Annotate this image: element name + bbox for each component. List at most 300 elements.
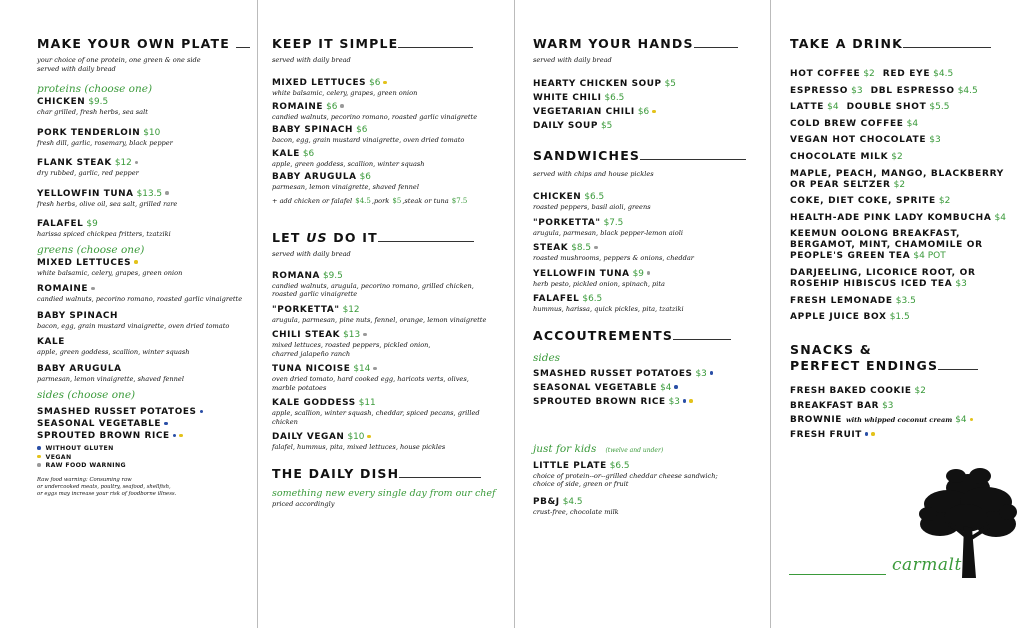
menu-item [37, 310, 247, 331]
menu-item-name-row [272, 101, 504, 113]
menu-item [533, 120, 760, 132]
drink-name: COKE, DIET COKE, SPRITE [790, 196, 936, 207]
menu-item-name-row [272, 304, 504, 316]
menu-item-name-row [533, 217, 760, 229]
drink-name: RED EYE [882, 69, 931, 79]
menu-item [272, 431, 504, 452]
brand-rule [789, 574, 886, 575]
menu-item-name: FALAFEL [533, 294, 580, 304]
menu-item-price: $6.5 [609, 460, 630, 471]
menu-item-name: WHITE CHILI [533, 93, 602, 103]
menu-item-price: $6.5 [604, 93, 625, 103]
kids-note: (twelve and under) [605, 446, 664, 454]
menu-item-name: STEAK [533, 243, 569, 253]
drink-row [790, 296, 1014, 307]
drink-row [790, 213, 1014, 224]
drink-price: $3 [929, 135, 941, 146]
menu-item-name: ROMAINE [37, 284, 89, 294]
menu-item [533, 92, 760, 104]
menu-item-price: $13 [343, 330, 361, 340]
drink-price: $2 [891, 151, 903, 162]
drink-price: $4 [906, 118, 919, 129]
drink-row [790, 69, 1014, 80]
menu-item-price: $10 [347, 432, 365, 442]
menu-item-price: $9 [86, 219, 98, 229]
menu-item-name-row [37, 257, 247, 269]
kids-list [533, 460, 760, 517]
snack-name: BREAKFAST BAR [790, 400, 880, 411]
menu-item [533, 460, 760, 489]
section-intro: your choice of one protein, one green & one side served with daily bread [37, 56, 201, 73]
blue-diet-dot [37, 446, 41, 450]
menu-item-name: SMASHED RUSSET POTATOES [37, 407, 197, 417]
drink-price: $4 POT [913, 251, 946, 262]
menu-item-name-row [37, 418, 247, 430]
plates-list [272, 270, 504, 452]
blue-diet-dot [683, 399, 687, 403]
menu-item-price: $13.5 [136, 188, 163, 199]
menu-item [533, 191, 760, 212]
menu-item-price: $9.5 [88, 97, 109, 107]
menu-item-description: candied walnuts, arugula, pecorino romano, grilled chicken, roasted garlic vinaigrette [272, 281, 474, 298]
menu-item-name: PB&J [533, 496, 560, 507]
greens-label: greens (choose one) [37, 243, 145, 256]
gray-diet-dot [91, 287, 95, 291]
menu-item-description: apple, green goddess, scallion, winter squash [37, 348, 190, 356]
menu-item-price: $6 [356, 125, 368, 135]
menu-item-name: "PORKETTA" [533, 217, 601, 228]
menu-item-name-row [533, 496, 760, 508]
menu-item-description: white balsamic, celery, grapes, green onion [272, 89, 418, 97]
menu-item-name: DAILY SOUP [533, 121, 598, 131]
menu-item [272, 329, 504, 358]
menu-item-description: falafel, hummus, pita, mixed lettuces, house pickles [272, 443, 446, 451]
section-intro: served with chips and house pickles [533, 170, 654, 178]
drink-row [790, 268, 1014, 290]
menu-item-name: KALE GODDESS [272, 398, 356, 408]
menu-item-price: $6 [637, 107, 650, 117]
blue-diet-dot [173, 434, 177, 438]
greens-list [37, 257, 247, 384]
menu-item-name: SMASHED RUSSET POTATOES [533, 368, 693, 379]
snack-name: FRESH BAKED COOKIE [790, 386, 912, 397]
menu-item-price: $5 [600, 121, 613, 131]
menu-item-name-row [533, 191, 760, 203]
menu-item [533, 382, 760, 394]
menu-item [533, 368, 760, 380]
legend-item [37, 445, 247, 454]
menu-item [533, 268, 760, 289]
menu-item [272, 363, 504, 392]
menu-item-name-row [37, 218, 247, 230]
menu-item [37, 406, 247, 418]
accoutrements-sides-label: sides [533, 351, 561, 364]
menu-item [272, 148, 504, 169]
menu-item-description: crust-free, chocolate milk [533, 507, 619, 516]
drink-row [790, 102, 1014, 113]
section-heading: SNACKS & [790, 342, 872, 358]
menu-item-name: BABY ARUGULA [272, 172, 357, 182]
menu-item [272, 101, 504, 122]
menu-item-description: roasted peppers, basil aioli, greens [533, 203, 651, 211]
menu-item [37, 127, 247, 148]
menu-item-name: ROMAINE [272, 101, 324, 112]
menu-item-price: $3 [695, 368, 707, 379]
menu-item-price: $12 [342, 304, 360, 315]
drink-name: APPLE JUICE BOX [790, 312, 887, 323]
yellow-diet-dot [689, 399, 693, 403]
menu-item-name: CHILI STEAK [272, 330, 341, 340]
drink-price: $4.5 [957, 85, 978, 96]
menu-item-price: $11 [358, 398, 376, 408]
menu-item-description: candied walnuts, pecorino romano, roasted garlic vinaigrette [272, 112, 478, 121]
menu-item [37, 336, 247, 357]
section-heading: LET US DO IT [272, 230, 504, 246]
menu-item-name-row [533, 268, 760, 280]
drink-row [790, 196, 1014, 207]
dietary-legend [37, 445, 247, 471]
drink-price: $5.5 [929, 102, 950, 113]
menu-item-price: $12 [114, 158, 132, 168]
menu-item-name: DAILY VEGAN [272, 432, 345, 442]
menu-item [37, 430, 247, 442]
drink-name: COLD BREW COFFEE [790, 118, 904, 129]
kids-label: just for kids [533, 442, 597, 455]
proteins-label: proteins (choose one) [37, 83, 153, 95]
menu-item-name-row [37, 336, 247, 348]
menu-item-name: KALE [272, 148, 300, 159]
section-intro: served with daily bread [272, 56, 351, 64]
menu-item-description: white balsamic, celery, grapes, green onion [37, 268, 183, 277]
menu-item-name: YELLOWFIN TUNA [37, 188, 134, 199]
menu-item-name: SPROUTED BROWN RICE [533, 396, 666, 407]
menu-item-description: arugula, parmesan, black pepper-lemon aioli [533, 228, 683, 237]
menu-item-price: $6.5 [582, 294, 603, 304]
menu-item-price: $4.5 [562, 496, 583, 507]
menu-item-price: $6 [302, 148, 315, 159]
accoutrements-sides-list [533, 368, 760, 408]
drink-price: $3 [955, 278, 967, 289]
menu-item-name-row [272, 397, 504, 409]
section-heading: ACCOUTREMENTS [533, 328, 760, 344]
sandwiches-list [533, 191, 760, 314]
drink-name: VEGAN HOT CHOCOLATE [790, 135, 927, 146]
menu-item-name-row [37, 157, 247, 169]
gray-diet-dot [373, 367, 377, 371]
menu-item-price: $6 [326, 101, 338, 112]
drink-name: HEALTH-ADE PINK LADY KOMBUCHA [790, 212, 992, 223]
blue-diet-dot [710, 371, 714, 375]
menu-item-name-row [37, 406, 247, 418]
menu-item-price: $3 [668, 396, 680, 407]
column-keep-it-simple [257, 0, 514, 628]
section-intro: served with daily bread [533, 56, 612, 64]
menu-item-price: $9.5 [322, 270, 343, 281]
menu-item-name-row [533, 396, 760, 408]
drink-name: CHOCOLATE MILK [790, 151, 889, 162]
menu-item-description: herb pesto, pickled onion, spinach, pita [533, 279, 665, 288]
snack-item [790, 414, 1014, 426]
menu-item [272, 304, 504, 325]
brand-signature [789, 555, 969, 577]
menu-item [533, 217, 760, 238]
section-heading: KEEP IT SIMPLE [272, 36, 504, 52]
gray-diet-dot [340, 104, 344, 108]
drink-name: LATTE [790, 102, 825, 113]
soups-list [533, 78, 760, 132]
blue-diet-dot [200, 410, 204, 414]
sides-list [37, 406, 247, 442]
column-make-your-own-plate [0, 0, 257, 628]
drink-name: DBL ESPRESSO [870, 85, 955, 96]
gray-diet-dot [363, 333, 367, 337]
menu-item-description: fresh herbs, olive oil, sea salt, grilled rare [37, 199, 178, 208]
drink-name: DARJEELING, LICORICE ROOT, OR ROSEHIP HIBISCUS ICED TEA [790, 267, 976, 289]
section-heading: WARM YOUR HANDS [533, 36, 760, 52]
yellow-diet-dot [37, 455, 41, 459]
raw-food-warning: Raw food warning: Consuming raw or undercooked meats, poultry, seafood, shellfish, or eggs may increase your risk of foodborne illness. [37, 476, 177, 497]
menu-item-name: BABY SPINACH [37, 310, 119, 321]
menu-item-description: bacon, egg, grain mustard vinaigrette, oven dried tomato [37, 321, 230, 330]
yellow-diet-dot [179, 434, 183, 438]
sides-label: sides (choose one) [37, 389, 136, 401]
section-intro: served with daily bread [272, 249, 351, 258]
menu-item-name: BABY ARUGULA [37, 363, 122, 374]
drink-price: $3.5 [895, 295, 916, 306]
menu-item [272, 270, 504, 299]
menu-item-description: choice of protein--or--grilled cheddar cheese sandwich; choice of side, green or fruit [533, 471, 718, 488]
menu-item-price: $6.5 [584, 192, 605, 202]
proteins-list [37, 96, 247, 239]
menu-item [533, 396, 760, 408]
menu-item [37, 157, 247, 178]
drink-price: $4 [994, 212, 1006, 223]
gray-diet-dot [165, 191, 169, 195]
drinks-list [790, 69, 1014, 323]
menu-item-name-row [37, 96, 247, 108]
menu-item [37, 283, 247, 304]
menu-item-name: PORK TENDERLOIN [37, 127, 141, 138]
menu-item-description: fresh dill, garlic, rosemary, black pepper [37, 138, 173, 147]
yellow-diet-dot [367, 435, 371, 439]
gray-diet-dot [135, 161, 139, 165]
menu-item-name-row [533, 92, 760, 104]
menu-item-price: $4 [660, 382, 672, 393]
menu-item-description: candied walnuts, pecorino romano, roasted garlic vinaigrette [37, 295, 243, 303]
snack-price: $4 [955, 415, 967, 426]
menu-item-name: MIXED LETTUCES [272, 78, 367, 88]
menu-item-price: $8.5 [571, 243, 592, 253]
drink-row [790, 86, 1014, 97]
menu-item-name: VEGETARIAN CHILI [533, 107, 635, 117]
legend-label: WITHOUT GLUTEN [45, 445, 114, 452]
menu-item-name-row [37, 310, 247, 322]
menu-item-name: CHICKEN [533, 192, 582, 202]
drink-name: DOUBLE SHOT [846, 102, 927, 113]
menu-item-name: ROMANA [272, 270, 320, 281]
menu-item [533, 293, 760, 314]
menu-item [272, 397, 504, 426]
menu-item-description: arugula, parmesan, pine nuts, fennel, orange, lemon vinaigrette [272, 315, 487, 324]
menu-item [533, 242, 760, 263]
drink-row [790, 119, 1014, 130]
protein-addon-note: + add chicken or falafel $4.5,pork $5,steak or tuna $7.5 [272, 196, 468, 205]
drink-price: $4 [827, 102, 839, 113]
menu-item [37, 218, 247, 239]
snack-name: FRESH FRUIT [790, 429, 862, 440]
section-heading: MAKE YOUR OWN PLATE [37, 36, 247, 52]
snack-item [790, 385, 1014, 397]
yellow-diet-dot [652, 110, 656, 114]
menu-item [37, 418, 247, 430]
menu-item [272, 171, 504, 192]
yellow-diet-dot [871, 432, 875, 436]
snacks-list [790, 385, 1014, 441]
menu-item-name: YELLOWFIN TUNA [533, 268, 630, 279]
menu-item [533, 496, 760, 517]
menu-item-name-row [533, 106, 760, 118]
menu-item [37, 96, 247, 117]
menu-item-description: oven dried tomato, hard cooked egg, haricots verts, olives, marble potatoes [272, 375, 469, 392]
menu-item-name-row [272, 124, 504, 136]
menu-item-name-row [37, 127, 247, 139]
menu-item [272, 124, 504, 145]
drink-price: $1.5 [889, 312, 910, 323]
menu-item-name-row [272, 363, 504, 375]
gray-diet-dot [37, 463, 41, 467]
menu-item-name-row [533, 120, 760, 132]
menu-item-price: $5 [664, 79, 676, 89]
drink-price: $2 [938, 196, 951, 207]
yellow-diet-dot [134, 260, 138, 264]
menu-item-description: hummus, harissa, quick pickles, pita, tzatziki [533, 305, 684, 313]
menu-item-name-row [533, 242, 760, 254]
menu-item-price: $10 [143, 127, 161, 138]
menu-item-description: apple, scallion, winter squash, cheddar, spiced pecans, grilled chicken [272, 409, 480, 426]
menu-item-name-row [533, 368, 760, 380]
menu-item-description: parmesan, lemon vinaigrette, shaved fennel [272, 183, 419, 191]
section-heading: TAKE A DRINK [790, 36, 1014, 52]
kids-label-row [533, 437, 760, 457]
section-heading: SANDWICHES [533, 148, 760, 164]
menu-item-name-row [533, 78, 760, 90]
gray-diet-dot [594, 246, 598, 250]
menu-item-name: "PORKETTA" [272, 304, 340, 315]
drink-name: HOT COFFEE [790, 69, 861, 79]
menu-item-name-row [272, 171, 504, 183]
drink-name: MAPLE, PEACH, MANGO, BLACKBERRY OR PEAR SELTZER [790, 168, 1004, 190]
menu-item-price: $6 [369, 78, 381, 88]
menu-item-name: FLANK STEAK [37, 158, 112, 168]
menu-item-description: char grilled, fresh herbs, sea salt [37, 108, 148, 116]
drink-name: ESPRESSO [790, 85, 849, 96]
menu-item-name-row [37, 430, 247, 442]
legend-item [37, 454, 247, 463]
menu-item [272, 77, 504, 98]
menu-item-description: mixed lettuces, roasted peppers, pickled onion, charred jalapeño ranch [272, 341, 431, 358]
menu-item-name: BABY SPINACH [272, 125, 354, 135]
menu-item-name-row [272, 148, 504, 160]
menu-item-price: $9 [632, 268, 644, 279]
menu-item-description: roasted mushrooms, peppers & onions, cheddar [533, 254, 694, 262]
drink-price: $2 [893, 179, 906, 190]
menu-item-name-row [272, 329, 504, 341]
menu-item-name: SPROUTED BROWN RICE [37, 431, 170, 441]
blue-diet-dot [164, 422, 168, 426]
menu-item-name: HEARTY CHICKEN SOUP [533, 79, 662, 89]
blue-diet-dot [674, 385, 678, 389]
drink-row [790, 229, 1014, 262]
drink-price: $2 [863, 69, 875, 79]
drink-price: $4.5 [933, 69, 954, 79]
drink-name: FRESH LEMONADE [790, 295, 893, 306]
menu-item-name-row [533, 460, 760, 472]
drink-row [790, 152, 1014, 163]
menu-item-price: $6 [359, 172, 371, 182]
snack-price: $3 [882, 400, 894, 411]
menu-item-description: bacon, egg, grain mustard vinaigrette, oven dried tomato [272, 136, 465, 144]
salads-list [272, 77, 504, 192]
daily-dish-subtitle: something new every single day from our chef [272, 487, 496, 499]
drink-name: KEEMUN OOLONG BREAKFAST, BERGAMOT, MINT, CHAMOMILE OR PEOPLE'S GREEN TEA [790, 229, 983, 262]
menu-item-name-row [272, 77, 504, 89]
menu-item-name-row [533, 382, 760, 394]
menu-item-name: FALAFEL [37, 219, 84, 229]
menu-item-name: LITTLE PLATE [533, 460, 607, 471]
menu-item-description: harissa spiced chickpea fritters, tzatziki [37, 230, 171, 238]
brand-logo-text: carmalt [892, 555, 962, 575]
menu-item [37, 188, 247, 209]
drink-row [790, 312, 1014, 323]
menu-item-name: KALE [37, 337, 65, 347]
menu-item-name-row [37, 188, 247, 200]
menu-item-description: dry rubbed, garlic, red pepper [37, 169, 139, 177]
gray-diet-dot [647, 271, 651, 275]
daily-dish-price: priced accordingly [272, 499, 335, 508]
legend-label: VEGAN [45, 453, 72, 461]
menu-item-description: apple, green goddess, scallion, winter squash [272, 159, 425, 168]
menu-item-name-row [533, 293, 760, 305]
snack-item [790, 429, 1014, 441]
menu-item-price: $7.5 [603, 217, 624, 228]
menu-item-name: SEASONAL VEGETABLE [37, 419, 162, 429]
snack-item [790, 400, 1014, 412]
menu-item-name-row [37, 363, 247, 375]
yellow-diet-dot [383, 81, 387, 85]
menu-item-name-row [272, 431, 504, 443]
section-heading: THE DAILY DISH [272, 466, 504, 482]
column-warm-your-hands [514, 0, 770, 628]
blue-diet-dot [865, 432, 869, 436]
menu-item-name: MIXED LETTUCES [37, 257, 132, 268]
yellow-diet-dot [970, 418, 974, 422]
snack-price: $2 [914, 386, 926, 397]
menu-item-price: $14 [353, 364, 371, 374]
menu-item [37, 363, 247, 384]
menu-item [533, 106, 760, 118]
menu-item [37, 257, 247, 278]
snack-note: with whipped coconut cream [845, 416, 953, 425]
menu-item-name-row [272, 270, 504, 282]
drink-row [790, 169, 1014, 191]
menu-item [533, 78, 760, 90]
menu-item-name: CHICKEN [37, 97, 86, 107]
legend-label: RAW FOOD WARNING [45, 462, 127, 469]
menu-item-name-row [37, 283, 247, 295]
drink-price: $3 [851, 85, 863, 96]
legend-item [37, 462, 247, 471]
menu-item-description: parmesan, lemon vinaigrette, shaved fennel [37, 374, 184, 383]
